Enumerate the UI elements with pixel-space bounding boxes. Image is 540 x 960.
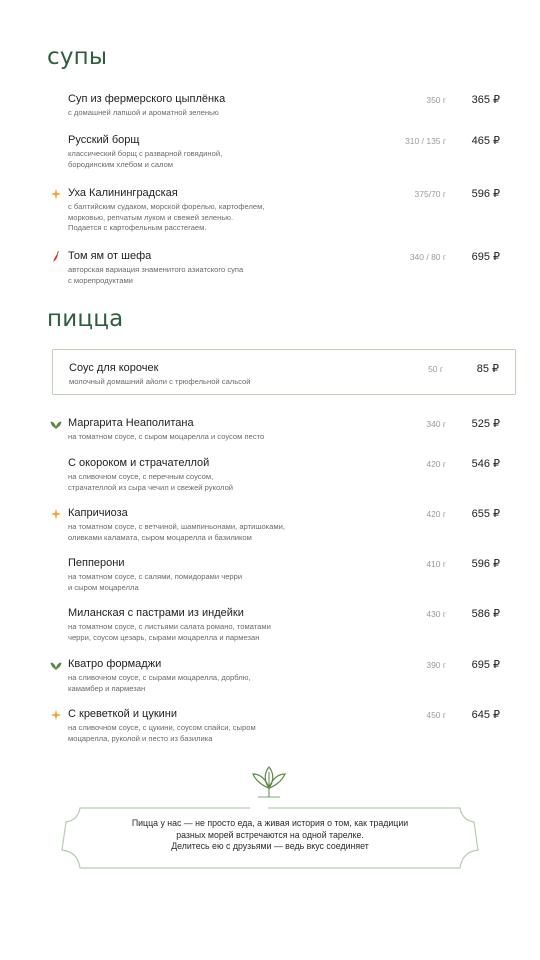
item-name: Миланская с пастрами из индейки	[68, 607, 244, 619]
item-price: 695 ₽	[471, 659, 500, 671]
item-price: 645 ₽	[471, 709, 500, 721]
item-description: классический борщ с разварной говядиной, бородинским хлебом и салом	[68, 149, 223, 169]
item-description: на томатном соусе, с сыром моцарелла и соусом песто	[68, 432, 265, 441]
chili-icon	[50, 251, 62, 263]
item-name: Уха Калининградская	[68, 187, 178, 199]
item-name: С креветкой и цукини	[68, 708, 177, 720]
leaf-icon	[50, 659, 62, 671]
item-weight: 310 / 135 г	[405, 136, 446, 146]
star-icon	[50, 709, 62, 721]
item-description: на сливочном соусе, с цукини, соусом спайси, сыром моцарелла, руколой и песто из базилика	[68, 723, 256, 743]
item-price: 596 ₽	[471, 558, 500, 570]
item-name: Том ям от шефа	[68, 250, 152, 262]
item-name: Капричиоза	[68, 507, 128, 519]
item-price: 525 ₽	[471, 418, 500, 430]
star-icon	[50, 508, 62, 520]
section-title-soups: супы	[47, 44, 108, 70]
item-price: 586 ₽	[471, 608, 500, 620]
item-weight: 420 г	[426, 459, 446, 469]
section-title-pizza: пицца	[47, 306, 124, 332]
item-weight: 350 г	[426, 95, 446, 105]
item-name: Суп из фермерского цыплёнка	[68, 93, 226, 105]
item-weight: 340 / 80 г	[409, 252, 446, 262]
item-weight: 50 г	[428, 364, 443, 374]
item-description: на сливочном соусе, с перечным соусом, страчателлой из сыра чечил и свежей руколой	[68, 472, 234, 492]
sauce-highlight-box	[52, 349, 516, 395]
item-description: авторская вариация знаменитого азиатского супа с морепродуктами	[68, 265, 244, 285]
item-weight: 430 г	[426, 609, 446, 619]
item-name: Русский борщ	[68, 134, 140, 146]
item-weight: 390 г	[426, 660, 446, 670]
item-name: Соус для корочек	[69, 362, 159, 374]
item-weight: 420 г	[426, 509, 446, 519]
footer-message: Пицца у нас — не просто еда, а живая история о том, как традиции разных морей встречаются на одной тарелке. Делитесь ею с друзьями — ведь вкус соединяет	[131, 818, 409, 851]
item-price: 365 ₽	[471, 94, 500, 106]
item-weight: 375/70 г	[414, 189, 446, 199]
item-description: с домашней лапшой и ароматной зеленью	[68, 108, 219, 117]
leaf-icon	[50, 418, 62, 430]
item-description: на сливочном соусе, с сырами моцарелла, дорблю, камамбер и пармезан	[68, 673, 251, 693]
item-price: 695 ₽	[471, 251, 500, 263]
item-price: 655 ₽	[471, 508, 500, 520]
item-weight: 450 г	[426, 710, 446, 720]
item-description: молочный домашний айоли с трюфельной сальсой	[69, 377, 251, 386]
item-name: С окороком и страчателлой	[68, 457, 210, 469]
item-price: 85 ₽	[476, 363, 499, 375]
item-price: 596 ₽	[471, 188, 500, 200]
item-description: с балтийским судаком, морской форелью, картофелем, морковью, репчатым луком и свежей зеленью. Подается с картофельным расстегаем.	[68, 202, 265, 232]
item-price: 546 ₽	[471, 458, 500, 470]
item-description: на томатном соусе, с листьями салата романо, томатами черри, соусом цезарь, сырами моцарелла и пармезан	[68, 622, 271, 642]
item-description: на томатном соусе, с ветчиной, шампиньонами, артишоками, оливками каламата, сыром моцарелла и базиликом	[68, 522, 285, 542]
item-description: на томатном соусе, с салями, помидорами черри и сыром моцарелла	[68, 572, 243, 592]
star-icon	[50, 188, 62, 200]
item-price: 465 ₽	[471, 135, 500, 147]
item-weight: 410 г	[426, 559, 446, 569]
item-name: Пепперони	[68, 557, 125, 569]
item-name: Маргарита Неаполитана	[68, 417, 194, 429]
item-weight: 340 г	[426, 419, 446, 429]
item-name: Кватро формаджи	[68, 658, 162, 670]
leaf-emblem-icon	[249, 764, 289, 800]
